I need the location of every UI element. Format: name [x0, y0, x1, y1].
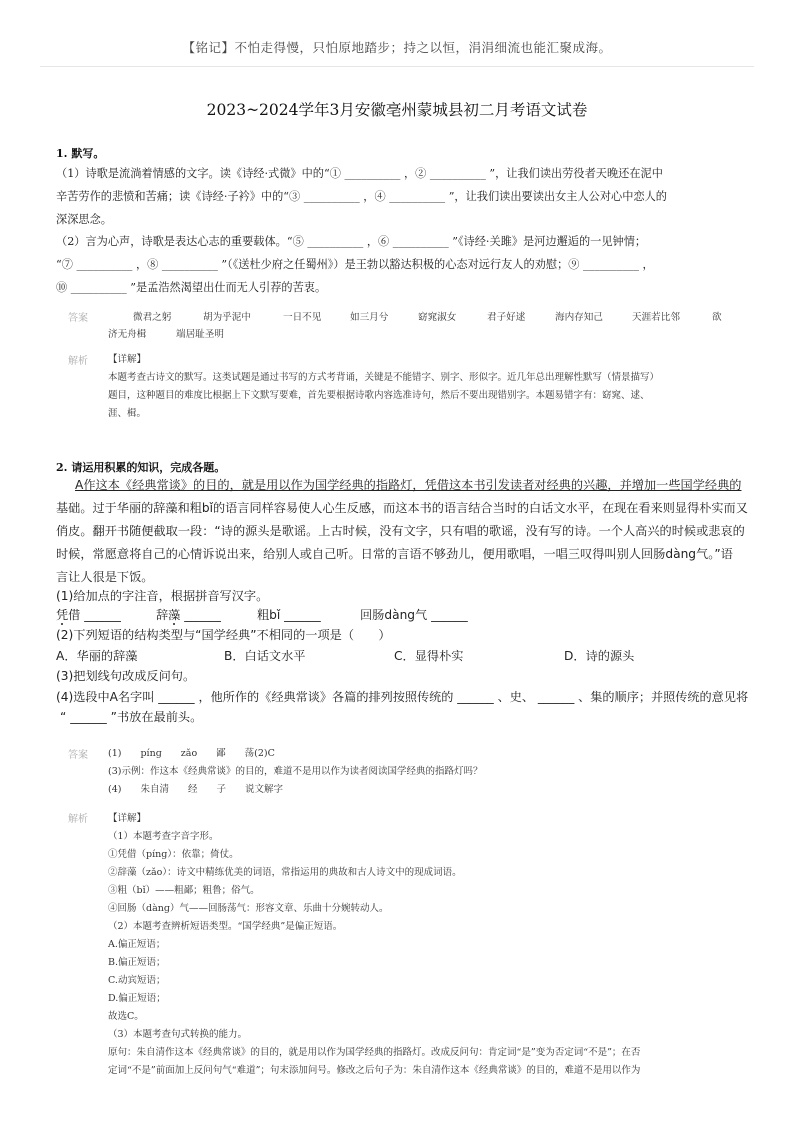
option-c: C．显得朴实: [394, 649, 464, 663]
emphasis-dot: [173, 623, 175, 625]
q2-sub4: (4)选段中A名字叫 ______ ，他所作的《经典常谈》各篇的排列按照传统的 ______ 、史、 ______ 、集的顺序；并照传统的意见将: [56, 690, 749, 704]
underlined-sentence: A作这本《经典常谈》的目的，就是用以作为国学经典的指路灯，凭借这本书引发读者对经典的兴趣，并增加一些国学经典的: [75, 478, 742, 492]
q2-answer-label: 答案: [68, 750, 88, 761]
option-a: A．华丽的辞藻: [56, 649, 138, 663]
q2-analysis-line: A.偏正短语；: [108, 939, 166, 950]
q2-answer-line: (4) 朱自清 经 子 说文解字: [108, 784, 283, 795]
q2-analysis-line: ③粗（bǐ）——粗鄙；粗鲁；俗气。: [108, 885, 260, 896]
q2-sub4-cont: “ ______ ”书放在最前头。: [60, 710, 203, 724]
q1-answer-item: 一日不见: [283, 312, 322, 323]
q1-answer-item: 窈窕淑女: [418, 312, 457, 323]
q1-line: 辛苦劳作的悲愤和苦痛；读《诗经·子衿》中的“③ __________ ，④ __________ ”，让我们读出要读出女主人公对心中恋人的: [56, 190, 667, 203]
q2-analysis-line: 定词“不是”前面加上反问句气“难道”；句末添加问号。修改之后句子为：朱自清作这本《经典常谈》的目的，难道不是用以作为: [108, 1065, 641, 1076]
q2-passage-line: 俏皮。翻开书随便截取一段：“诗的源头是歌谣。上古时候，没有文字，只有唱的歌谣，没有写的诗。一个人高兴的时候或悲哀的: [56, 524, 745, 538]
option-d: D．诗的源头: [564, 649, 635, 663]
q2-sub3: (3)把划线句改成反问句。: [56, 669, 196, 683]
q1-line: （2）言为心声，诗歌是表达心志的重要载体。“⑤ __________ ，⑥ __________ ”《诗经·关雎》是河边邂逅的一见钟情；: [56, 235, 647, 248]
q2-analysis-line: （3）本题考查句式转换的能力。: [108, 1029, 248, 1040]
q2-analysis-line: 【详解】: [108, 813, 147, 824]
q1-answer-item: 君子好逑: [487, 312, 526, 323]
fill-item: 回肠dàng气 ______: [360, 608, 468, 622]
q1-answer-item: 济无舟楫: [108, 329, 147, 340]
q1-answer-item: 海内存知己: [555, 312, 603, 323]
q2-passage-line: 时候，常愿意将自己的心情诉说出来，给别人或自己听。日常的言语不够劲儿，便用歌唱，一唱三叹得叫别人回肠dàng气。”语: [56, 547, 733, 561]
q2-analysis-line: （2）本题考查辨析短语类型。“国学经典”是偏正短语。: [108, 921, 343, 932]
q2-answer-line: (3)示例：作这本《经典常谈》的目的，难道不是用以作为读者阅读国学经典的指路灯吗？: [108, 766, 483, 777]
q2-analysis-line: 原句：朱自清作这本《经典常谈》的目的，就是用以作为国学经典的指路灯。改成反问句：肯定词“是”变为否定词“不是”；在否: [108, 1047, 641, 1058]
page-title: 2023~2024学年3月安徽亳州蒙城县初二月考语文试卷: [206, 101, 588, 119]
q2-analysis-line: ②辞藻（zǎo）：诗文中精练优美的词语，常指运用的典故和古人诗文中的现成词语。: [108, 867, 462, 878]
q2-passage-line: 基础。过于华丽的辞藻和粗bǐ的语言同样容易使人心生反感，而这本书的语言结合当时的白话文水平，在现在看来则显得朴实而又: [56, 501, 748, 515]
q1-analysis-label: 解析: [68, 356, 88, 367]
q1-answer-item: 胡为乎泥中: [203, 312, 251, 323]
q1-analysis-line: 题目，这种题目的难度比根据上下文默写要难，首先要根据诗歌内容选准诗句，然后不要出现错别字。本题易错字有：窈窕、逑、: [108, 390, 650, 401]
q2-analysis-line: （1）本题考查字音字形。: [108, 831, 219, 842]
q1-analysis-line: 本题考查古诗文的默写。这类试题是通过书写的方式考背诵，关键是不能错字、别字、形似字。近几年总出理解性默写（情景描写）: [108, 372, 660, 383]
q1-answer-item: 天涯若比邻: [632, 312, 680, 323]
q2-passage-line: [75, 476, 741, 493]
q2-passage-line: 言让人很是下饭。: [56, 570, 154, 584]
q2-analysis-line: C.动宾短语；: [108, 975, 166, 986]
fill-item: 粗bǐ ______: [257, 608, 321, 622]
fill-item: 辞藻 ______: [156, 608, 221, 622]
motto-banner: 【铭记】不怕走得慢，只怕原地踏步；持之以恒，涓涓细流也能汇聚成海。: [182, 40, 612, 55]
q2-answer-line: (1) pínɡ zǎo 鄙 荡(2)C: [108, 748, 275, 759]
q2-analysis-label: 解析: [68, 814, 88, 825]
q2-analysis-line: 故选C。: [108, 1011, 144, 1022]
q2-analysis-line: ①凭借（pínɡ）：依靠；倚仗。: [108, 849, 239, 860]
q2-heading: 2. 请运用积累的知识，完成各题。: [56, 461, 226, 474]
header-divider: [40, 66, 754, 67]
q1-answer-item: 欲: [712, 312, 722, 323]
q1-line: ⑩ __________ ”是孟浩然渴望出仕而无人引荐的苦衷。: [56, 281, 327, 294]
q1-line: 深深思念。: [56, 213, 112, 226]
q1-heading: 1. 默写。: [56, 147, 105, 160]
q1-analysis-line: 涯、楫。: [108, 408, 147, 419]
q2-sub1: (1)给加点的字注音，根据拼音写汉字。: [56, 589, 269, 603]
q1-line: （1）诗歌是流淌着情感的文字。读《诗经·式微》中的“① __________ ，② __________ ”，让我们读出劳役者天晚还在泥中: [56, 167, 663, 180]
q2-sub2: (2)下列短语的结构类型与“国学经典”不相同的一项是（ ）: [56, 628, 391, 642]
q1-answer-item: 如三月兮: [350, 312, 389, 323]
q1-analysis-line: 【详解】: [108, 354, 147, 365]
emphasis-dot: [61, 623, 63, 625]
q2-analysis-line: D.偏正短语；: [108, 993, 166, 1004]
q1-answer-label: 答案: [68, 313, 88, 324]
option-b: B．白话文水平: [224, 649, 306, 663]
q2-analysis-line: ④回肠（dànɡ）气——回肠荡气：形容文章、乐曲十分婉转动人。: [108, 903, 389, 914]
fill-item: 凭借 ______: [56, 608, 121, 622]
q2-analysis-line: B.偏正短语；: [108, 957, 166, 968]
q1-line: “⑦ __________ ，⑧ __________ ”（《送杜少府之任蜀州》）是王勃以豁达积极的心态对远行友人的劝慰；⑨ __________ ，: [56, 258, 654, 271]
q1-answer-item: 端居耻圣明: [176, 329, 224, 340]
q1-answer-item: 微君之躬: [133, 312, 172, 323]
